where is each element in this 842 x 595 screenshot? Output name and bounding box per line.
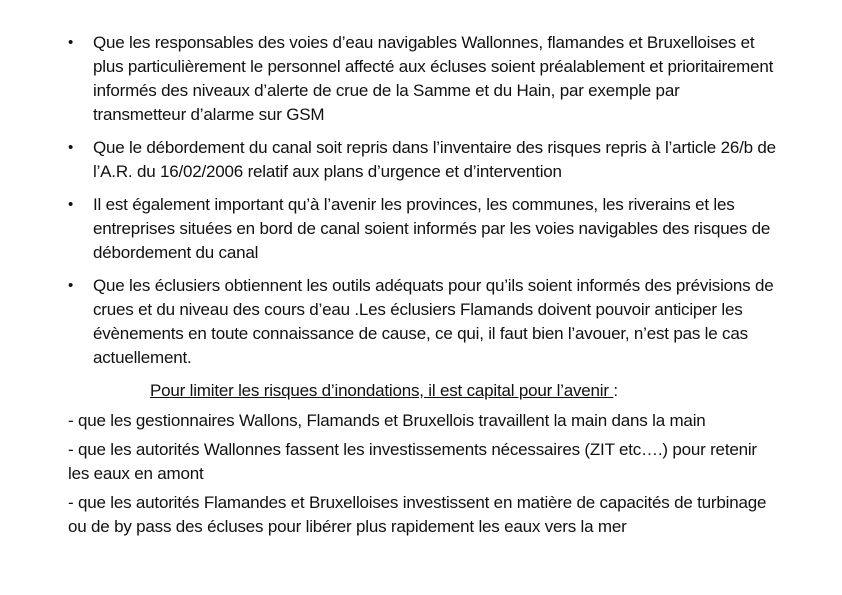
dash-paragraph: - que les autorités Flamandes et Bruxelloises investissent en matière de capacités de turbinage ou de by pass des écluses pour libérer plus rapidement les eaux vers la mer	[68, 493, 767, 536]
bullet-item	[68, 274, 778, 370]
section-heading-colon: :	[613, 381, 618, 400]
section-heading	[68, 379, 778, 403]
bullet-text: Il est également important qu’à l’avenir les provinces, les communes, les riverains et les entreprises situées en bord de canal soient informés par les voies navigables des risques de débordement du canal	[93, 195, 771, 262]
section-heading-underlined-text: Pour limiter les risques d’inondations, il est capital pour l’avenir	[150, 381, 614, 400]
bullet-text: Que les responsables des voies d’eau navigables Wallonnes, flamandes et Bruxelloises et plus particulièrement le personnel affecté aux écluses soient préalablement et prioritairement informés des niveaux d’alerte de crue de la Samme et du Hain, par exemple par transmetteur d’alarme sur GSM	[93, 33, 774, 124]
dash-paragraph: - que les gestionnaires Wallons, Flamands et Bruxellois travaillent la main dans la main	[68, 411, 706, 430]
bullet-text: Que le débordement du canal soit repris dans l’inventaire des risques repris à l’article 26/b de l’A.R. du 16/02/2006 relatif aux plans d’urgence et d’intervention	[93, 138, 776, 181]
bullet-list	[68, 31, 778, 370]
bullet-item	[68, 136, 778, 184]
bullet-item	[68, 31, 778, 127]
bullet-item	[68, 193, 778, 265]
bullet-icon: •	[68, 139, 74, 156]
bullet-text: Que les éclusiers obtiennent les outils adéquats pour qu’ils soient informés des prévisions de crues et du niveau des cours d’eau .Les éclusiers Flamands doivent pouvoir anticiper les évènements en toute connaissance de cause, ce qui, il faut bien l’avouer, n’est pas le cas actuellement.	[93, 276, 774, 367]
bullet-icon: •	[68, 196, 74, 213]
bullet-icon: •	[68, 34, 74, 51]
dash-paragraph: - que les autorités Wallonnes fassent les investissements nécessaires (ZIT etc….) pour retenir les eaux en amont	[68, 440, 757, 483]
bullet-icon: •	[68, 277, 74, 294]
